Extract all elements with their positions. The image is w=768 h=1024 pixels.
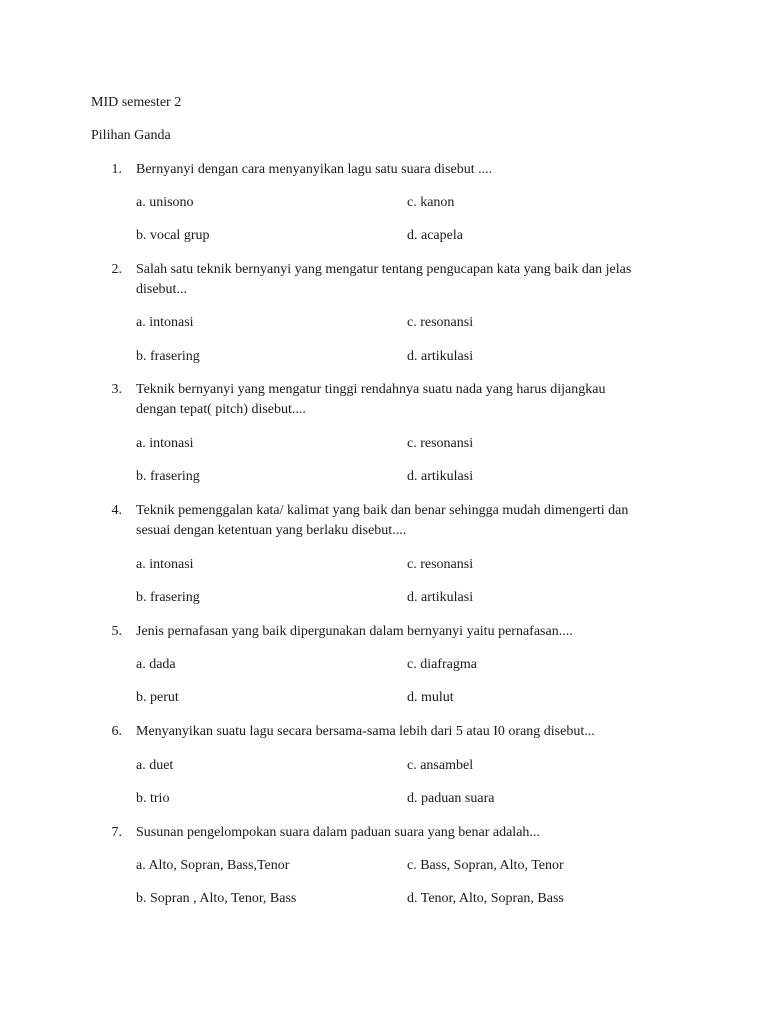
question-number: 3. — [111, 382, 122, 397]
question-text: Susunan pengelompokan suara dalam paduan suara yang benar adalah... — [136, 825, 540, 840]
question-text: Jenis pernafasan yang baik dipergunakan dalam bernyanyi yaitu pernafasan.... — [136, 624, 573, 639]
option-a: a. intonasi — [136, 436, 194, 451]
option-c: c. resonansi — [407, 557, 474, 572]
document-title: MID semester 2 — [91, 95, 182, 110]
option-a: a. intonasi — [136, 315, 194, 330]
option-b: b. frasering — [136, 349, 200, 364]
option-c: c. Bass, Sopran, Alto, Tenor — [407, 858, 564, 873]
option-d: d. artikulasi — [407, 590, 474, 605]
question-text: Bernyanyi dengan cara menyanyikan lagu satu suara disebut .... — [136, 162, 493, 177]
option-a: a. duet — [136, 758, 174, 773]
option-a: a. dada — [136, 657, 176, 672]
option-a: a. intonasi — [136, 557, 194, 572]
option-d: d. artikulasi — [407, 349, 474, 364]
question-number: 4. — [111, 503, 122, 518]
question-number: 6. — [111, 724, 122, 739]
option-b: b. vocal grup — [136, 228, 210, 243]
option-c: c. ansambel — [407, 758, 474, 773]
option-a: a. unisono — [136, 195, 194, 210]
option-c: c. resonansi — [407, 315, 474, 330]
option-d: d. artikulasi — [407, 469, 474, 484]
question-text-continued: disebut... — [136, 282, 187, 297]
question-text: Menyanyikan suatu lagu secara bersama-sama lebih dari 5 atau I0 orang disebut... — [136, 724, 595, 739]
question-number: 7. — [111, 825, 122, 840]
question-text: Teknik bernyanyi yang mengatur tinggi rendahnya suatu nada yang harus dijangkau — [136, 382, 606, 397]
option-d: d. acapela — [407, 228, 463, 243]
question-text-continued: dengan tepat( pitch) disebut.... — [136, 402, 306, 417]
question-text: Salah satu teknik bernyanyi yang mengatur tentang pengucapan kata yang baik dan jelas — [136, 262, 632, 277]
question-number: 2. — [111, 262, 122, 277]
option-a: a. Alto, Sopran, Bass,Tenor — [136, 858, 290, 873]
option-b: b. frasering — [136, 590, 200, 605]
option-d: d. Tenor, Alto, Sopran, Bass — [407, 891, 564, 906]
option-b: b. Sopran , Alto, Tenor, Bass — [136, 891, 297, 906]
option-d: d. paduan suara — [407, 791, 495, 806]
option-b: b. frasering — [136, 469, 200, 484]
option-c: c. diafragma — [407, 657, 477, 672]
question-number: 5. — [111, 624, 122, 639]
option-c: c. resonansi — [407, 436, 474, 451]
option-c: c. kanon — [407, 195, 455, 210]
question-text-continued: sesuai dengan ketentuan yang berlaku disebut.... — [136, 523, 407, 538]
option-b: b. perut — [136, 690, 179, 705]
question-text: Teknik pemenggalan kata/ kalimat yang baik dan benar sehingga mudah dimengerti dan — [136, 503, 629, 518]
section-heading: Pilihan Ganda — [91, 128, 171, 143]
question-number: 1. — [111, 162, 122, 177]
option-d: d. mulut — [407, 690, 454, 705]
option-b: b. trio — [136, 791, 170, 806]
